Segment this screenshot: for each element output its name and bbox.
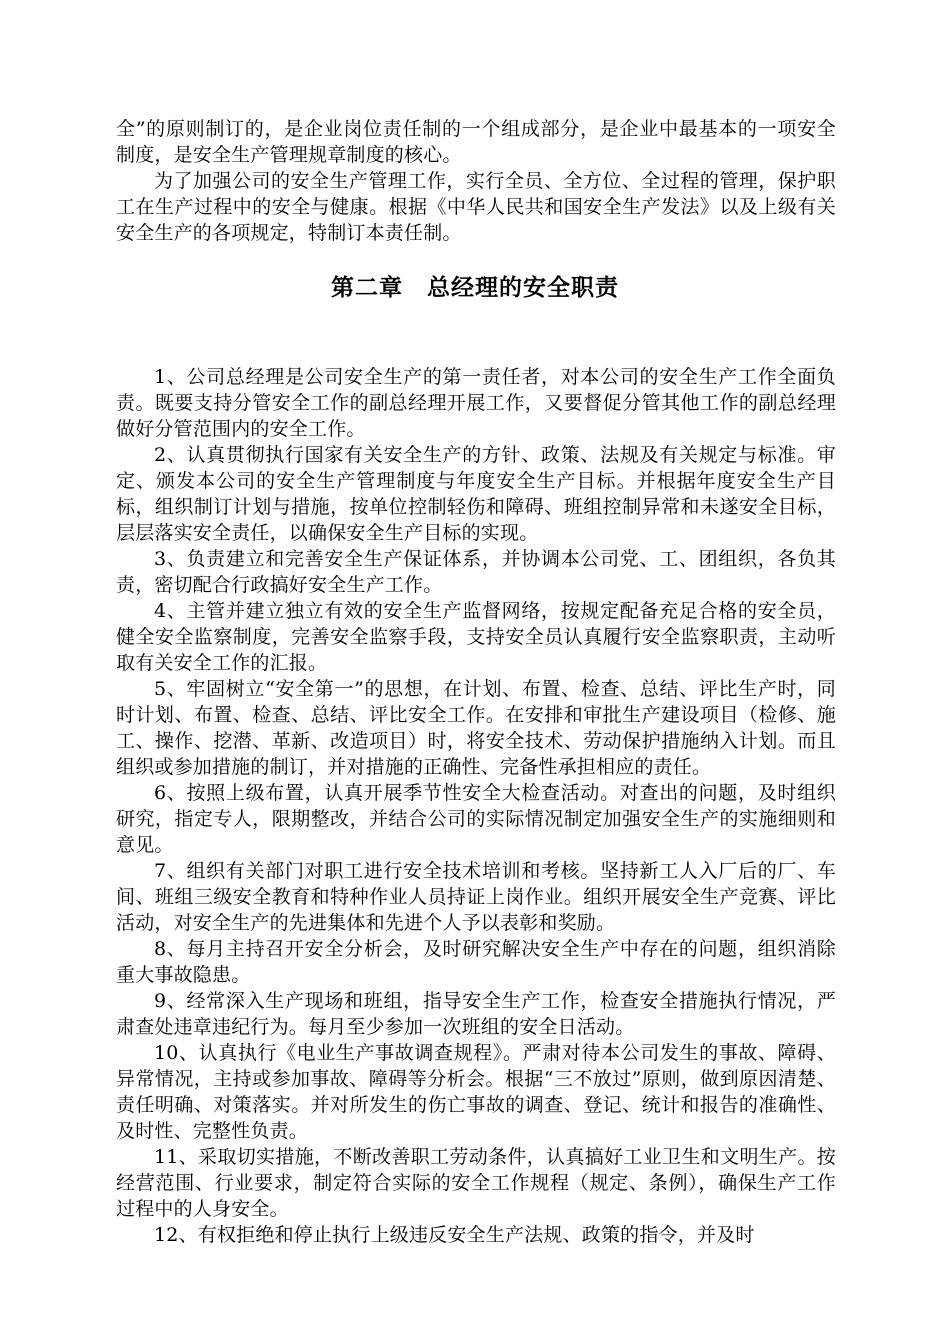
duty-item: 6、按照上级布置，认真开展季节性安全大检查活动。对查出的问题，及时组织研究，指定专人，限期整改，并结合公司的实际情况制定加强安全生产的实施细则和意见。 <box>116 782 836 856</box>
intro-section <box>116 116 836 246</box>
duty-item: 5、牢固树立“安全第一”的思想，在计划、布置、检查、总结、评比生产时，同时计划、布置、检查、总结、评比安全工作。在安排和审批生产建设项目（检修、施工、操作、挖潜、革新、改造项目）时，将安全技术、劳动保护措施纳入计划。而且组织或参加措施的制订，并对措施的正确性、完备性承担相应的责任。 <box>116 678 836 778</box>
duty-item: 12、有权拒绝和停止执行上级违反安全生产法规、政策的指令，并及时 <box>154 1224 755 1246</box>
intro-paragraph-continued: 全”的原则制订的，是企业岗位责任制的一个组成部分，是企业中最基本的一项安全制度，是安全生产管理规章制度的核心。 <box>116 118 836 166</box>
duty-item: 4、主管并建立独立有效的安全生产监督网络，按规定配备充足合格的安全员，健全安全监察制度，完善安全监察手段，支持安全员认真履行安全监察职责，主动听取有关安全工作的汇报。 <box>116 600 836 674</box>
duty-item: 2、认真贯彻执行国家有关安全生产的方针、政策、法规及有关规定与标准。审定、颁发本公司的安全生产管理制度与年度安全生产目标。并根据年度安全生产目标，组织制订计划与措施，按单位控制轻伤和障碍、班组控制异常和未遂安全目标，层层落实安全责任，以确保安全生产目标的实现。 <box>116 444 836 544</box>
intro-paragraph-purpose: 为了加强公司的安全生产管理工作，实行全员、全方位、全过程的管理，保护职工在生产过程中的安全与健康。根据《中华人民共和国安全生产发法》以及上级有关安全生产的各项规定，特制订本责任制。 <box>116 170 836 244</box>
duty-item: 7、组织有关部门对职工进行安全技术培训和考核。坚持新工人入厂后的厂、车间、班组三级安全教育和特种作业人员持证上岗作业。组织开展安全生产竞赛、评比活动，对安全生产的先进集体和先进个人予以表彰和奖励。 <box>116 860 836 934</box>
duty-item: 3、负责建立和完善安全生产保证体系，并协调本公司党、工、团组织，各负其责，密切配合行政搞好安全生产工作。 <box>116 548 836 596</box>
duty-item: 8、每月主持召开安全分析会，及时研究解决安全生产中存在的问题，组织消除重大事故隐患。 <box>116 938 836 986</box>
duty-item: 10、认真执行《电业生产事故调查规程》。严肃对待本公司发生的事故、障碍、异常情况，主持或参加事故、障碍等分析会。根据“三不放过”原则，做到原因清楚、责任明确、对策落实。并对所发生的伤亡事故的调查、登记、统计和报告的准确性、及时性、完整性负责。 <box>116 1042 836 1142</box>
chapter-heading: 第二章 总经理的安全职责 <box>331 275 619 301</box>
duties-list <box>116 364 836 1248</box>
duty-item: 1、公司总经理是公司安全生产的第一责任者，对本公司的安全生产工作全面负责。既要支持分管安全工作的副总经理开展工作，又要督促分管其他工作的副总经理做好分管范围内的安全工作。 <box>116 366 836 440</box>
duty-item: 11、采取切实措施，不断改善职工劳动条件，认真搞好工业卫生和文明生产。按经营范围、行业要求，制定符合实际的安全工作规程（规定、条例），确保生产工作过程中的人身安全。 <box>116 1146 836 1220</box>
duty-item: 9、经常深入生产现场和班组，指导安全生产工作，检查安全措施执行情况，严肃查处违章违纪行为。每月至少参加一次班组的安全日活动。 <box>116 990 836 1038</box>
